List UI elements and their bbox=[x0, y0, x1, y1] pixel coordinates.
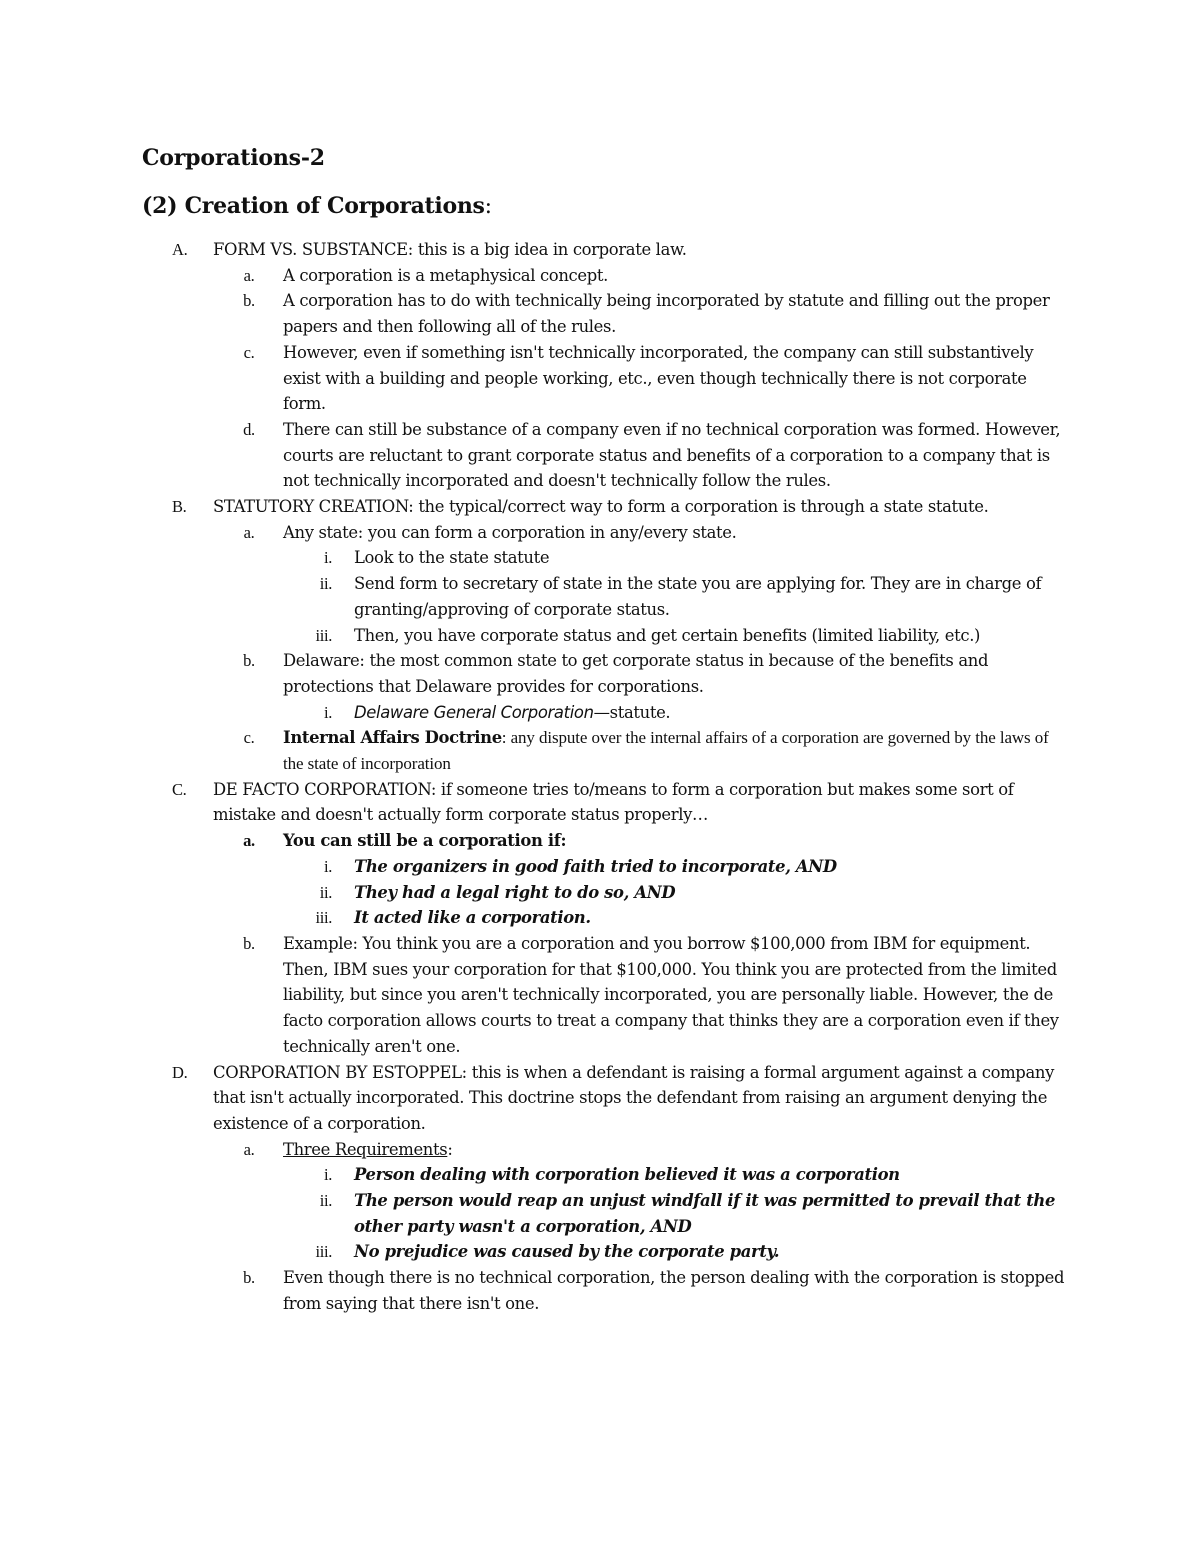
outline-marker: C. bbox=[172, 779, 187, 799]
outline-subsubitem bbox=[142, 1188, 1067, 1239]
outline-marker: b. bbox=[243, 1268, 255, 1288]
outline-marker: iii. bbox=[315, 908, 332, 928]
outline-marker: b. bbox=[243, 651, 255, 671]
outline-text: : any dispute over the internal affairs of a corporation are governed by the laws of the state of incorporation bbox=[283, 728, 1049, 774]
outline-subsubitem bbox=[142, 1239, 1067, 1265]
outline-marker: a. bbox=[243, 265, 255, 285]
outline-subsubitem bbox=[142, 905, 1067, 931]
outline-term: FORM VS. SUBSTANCE bbox=[213, 240, 408, 259]
outline-subsubitem bbox=[142, 545, 1067, 571]
outline-term: Internal Affairs Doctrine bbox=[283, 728, 502, 748]
section-heading bbox=[142, 190, 1067, 223]
outline-marker: iii. bbox=[315, 1242, 332, 1262]
document-page bbox=[142, 142, 1067, 1317]
outline-text: Look to the state statute bbox=[354, 548, 550, 568]
outline-subitem bbox=[142, 417, 1067, 494]
outline-subsubitem bbox=[142, 700, 1067, 726]
outline-item-c bbox=[142, 777, 1067, 828]
outline-subitem bbox=[142, 520, 1067, 546]
outline-subitem bbox=[142, 340, 1067, 417]
outline-item-d bbox=[142, 1060, 1067, 1137]
outline-text: : if someone tries to/means to form a corporation but makes some sort of mistake and doesn't actually form corporate status properly… bbox=[213, 779, 1014, 825]
outline-text: Even though there is no technical corporation, the person dealing with the corporation is stopped from saying that there isn't one. bbox=[283, 1268, 1065, 1313]
outline-text: It acted like a corporation. bbox=[354, 908, 591, 928]
outline-text: Person dealing with corporation believed it was a corporation bbox=[354, 1165, 900, 1185]
outline-text: No prejudice was caused by the corporate party. bbox=[354, 1242, 780, 1262]
outline-text: —statute. bbox=[593, 702, 671, 722]
outline-text: Then, you have corporate status and get certain benefits (limited liability, etc.) bbox=[354, 625, 981, 645]
outline-marker: i. bbox=[323, 702, 332, 722]
section-heading-colon: : bbox=[484, 194, 492, 219]
outline-marker: c. bbox=[243, 342, 255, 362]
outline-marker: ii. bbox=[319, 882, 332, 902]
outline-text: : You think you are a corporation and you borrow $100,000 from IBM for equipment. Then, IBM sues your corporation for that $100,000. You think you are protected from the limited liability, but since you aren't technically incorporated, you are personally liable. However, the de facto corporation allows courts to treat a company that thinks they are a corporation even if they technically aren't one. bbox=[283, 933, 1059, 1056]
outline-marker: ii. bbox=[319, 574, 332, 594]
outline-subitem bbox=[142, 263, 1067, 289]
outline-text: A corporation is a metaphysical concept. bbox=[283, 265, 608, 285]
outline-text: They had a legal right to do so, AND bbox=[354, 882, 676, 902]
outline-text: However, even if something isn't technically incorporated, the company can still substantively exist with a building and people working, etc., even though technically there is not corporate form. bbox=[283, 342, 1034, 414]
outline-marker: d. bbox=[243, 419, 255, 439]
outline-text: There can still be substance of a company even if no technical corporation was formed. However, courts are reluctant to grant corporate status and benefits of a corporation to a company that is not technically incorporated and doesn't technically follow the rules. bbox=[283, 419, 1061, 491]
outline-term: DE FACTO CORPORATION bbox=[213, 779, 431, 799]
outline-text: A corporation has to do with technically being incorporated by statute and filling out the proper papers and then following all of the rules. bbox=[283, 291, 1050, 337]
outline-text: The person would reap an unjust windfall if it was permitted to prevail that the other party wasn't a corporation, AND bbox=[354, 1191, 1056, 1236]
page-title: Corporations-2 bbox=[142, 145, 325, 171]
section-heading-text: (2) Creation of Corporations bbox=[142, 193, 485, 219]
outline-text: : bbox=[447, 1139, 453, 1159]
outline-text: The organizers in good faith tried to incorporate, AND bbox=[354, 856, 837, 876]
outline-marker: a. bbox=[243, 1139, 255, 1159]
outline-term: CORPORATION BY ESTOPPEL bbox=[213, 1062, 462, 1082]
outline-underlined-label: Three Requirements bbox=[283, 1139, 448, 1159]
outline-subsubitem bbox=[142, 623, 1067, 649]
outline-text: : you can form a corporation in any/every state. bbox=[357, 522, 737, 542]
outline-term: Any state bbox=[283, 522, 358, 542]
outline-subitem bbox=[142, 288, 1067, 339]
outline-text: : this is a big idea in corporate law. bbox=[407, 240, 687, 259]
outline-text: : the typical/correct way to form a corporation is through a state statute. bbox=[408, 497, 989, 517]
outline-text: You can still be a corporation if: bbox=[283, 831, 567, 851]
outline-marker: iii. bbox=[315, 625, 332, 645]
outline-marker: b. bbox=[243, 291, 255, 311]
outline-subsubitem bbox=[142, 880, 1067, 906]
outline-marker: i. bbox=[323, 1165, 332, 1185]
outline-subitem bbox=[142, 931, 1067, 1060]
outline-text: : the most common state to get corporate status in because of the benefits and protections that Delaware provides for corporations. bbox=[283, 651, 989, 696]
outline-subitem bbox=[142, 828, 1067, 854]
outline-subsubitem bbox=[142, 571, 1067, 622]
outline-text: : this is when a defendant is raising a formal argument against a company that isn't actually incorporated. This doctrine stops the defendant from raising an argument denying the existence of a corporation. bbox=[213, 1062, 1054, 1133]
outline-text: Send form to secretary of state in the state you are applying for. They are in charge of granting/approving of corporate status. bbox=[354, 574, 1042, 619]
outline-term: Delaware bbox=[283, 651, 360, 671]
outline-marker: A. bbox=[172, 240, 188, 259]
outline-italic-text: Delaware General Corporation bbox=[354, 702, 594, 722]
outline-subsubitem bbox=[142, 1162, 1067, 1188]
outline-marker: c. bbox=[243, 728, 255, 748]
outline-item-b bbox=[142, 494, 1067, 520]
outline-marker: D. bbox=[172, 1062, 188, 1082]
outline-subitem bbox=[142, 1265, 1067, 1316]
outline-term: Example bbox=[283, 933, 353, 953]
outline-marker: a. bbox=[243, 831, 255, 851]
outline-marker: i. bbox=[323, 548, 332, 568]
outline-subitem bbox=[142, 1137, 1067, 1163]
outline-subsubitem bbox=[142, 854, 1067, 880]
outline-marker: b. bbox=[243, 933, 255, 953]
outline-marker: B. bbox=[172, 497, 187, 517]
outline-marker: a. bbox=[243, 522, 255, 542]
outline-marker: i. bbox=[323, 856, 332, 876]
outline-marker: ii. bbox=[319, 1191, 332, 1211]
outline-subitem bbox=[142, 725, 1067, 776]
outline-term: STATUTORY CREATION bbox=[213, 497, 409, 517]
outline-item-a bbox=[142, 237, 1067, 263]
outline-subitem bbox=[142, 648, 1067, 699]
